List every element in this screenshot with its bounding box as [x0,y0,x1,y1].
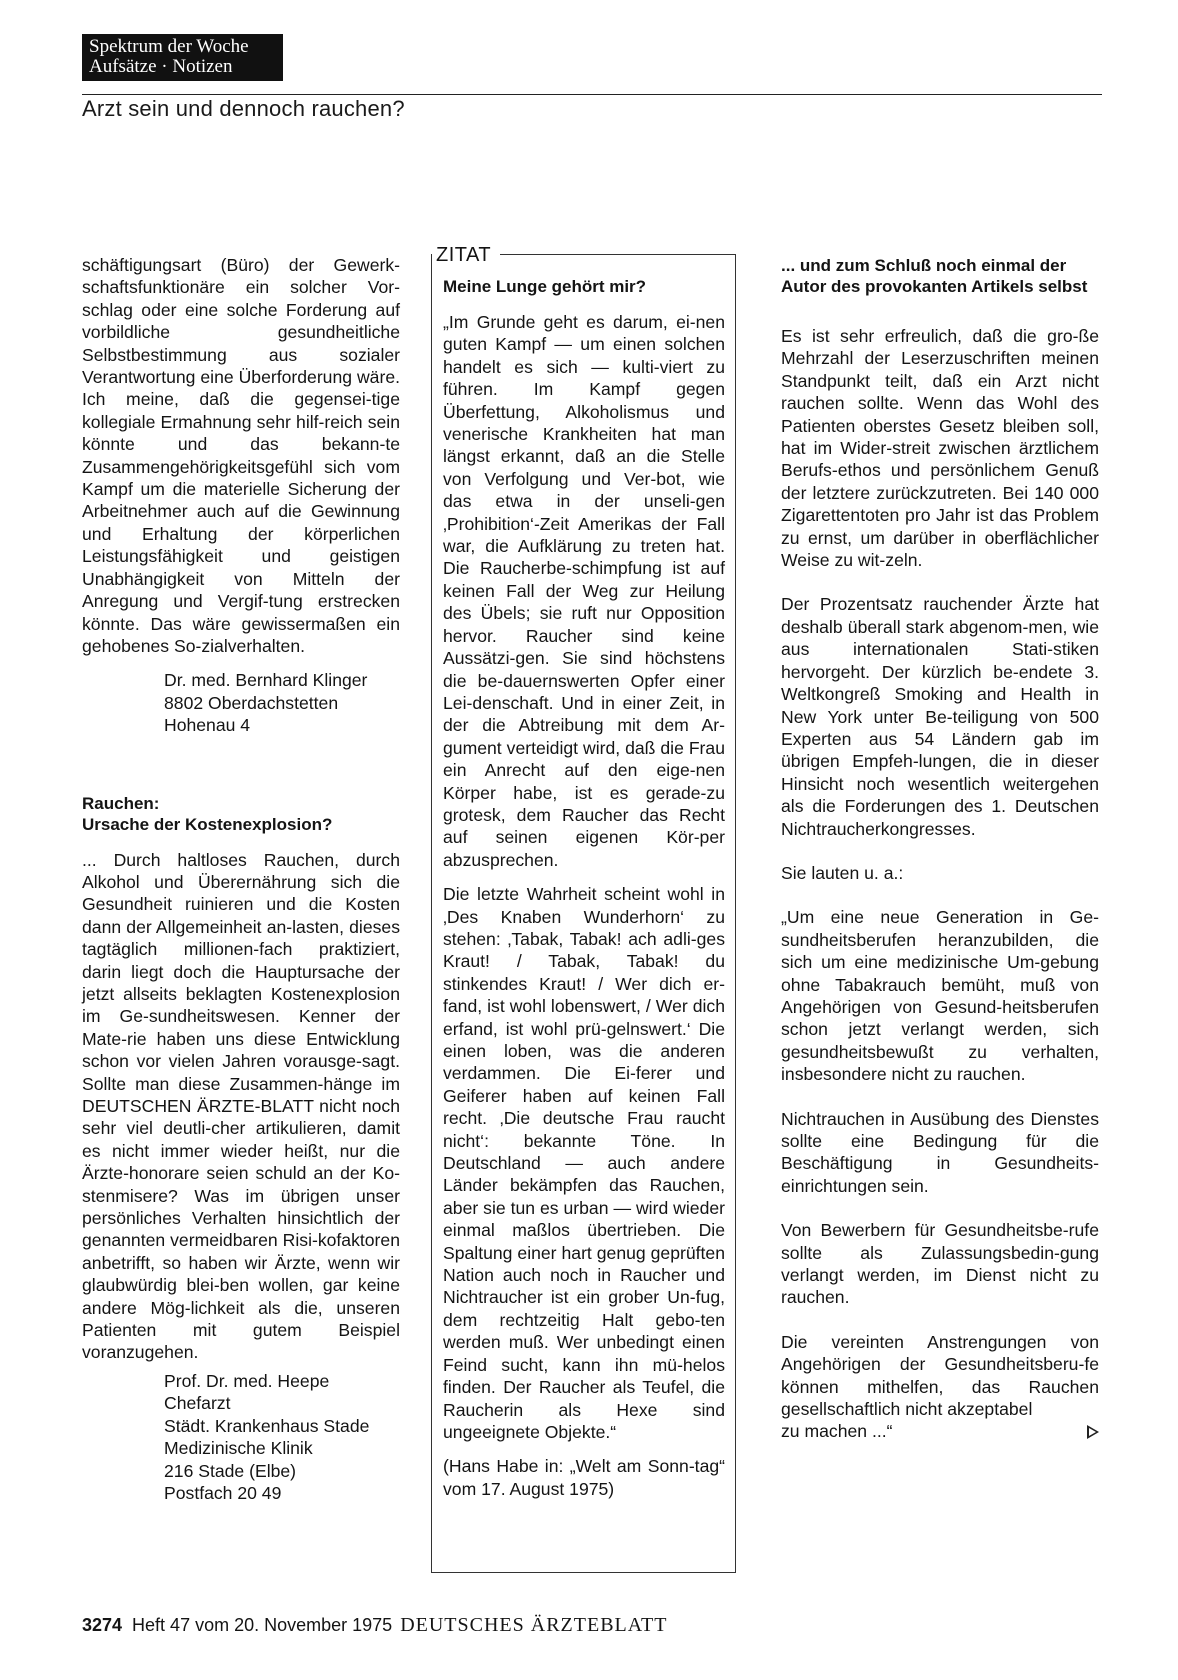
continue-triangle-icon [1087,1425,1099,1439]
section-name: Spektrum der Woche [89,36,249,57]
signature-line: 8802 Oberdachstetten [164,692,339,713]
signature-line: Medizinische Klinik [164,1438,313,1459]
letter-1-body: schäftigungsart (Büro) der Gewerk-schaftsfunktionäre ein solcher Vor-schlag oder eine solche Forderung auf vorbildliche gesundheitliche Selbstbestimmung aus sozialer Verantwortung eine Überforderung wäre. Ich meine, daß die gegensei-tige kollegiale Ermahnung sehr hilf-reich sein könnte und das bekann-te Zusammengehörigkeitsgefühl sich vom Kampf um die materielle Sicherung der Arbeitnehmer auch auf die Gewinnung und Erhaltung der körperlichen Leistungsfähigkeit und geistigen Unabhängigkeit von Mitteln der Anregung und Vergif-tung erstrecken könnte. Das wäre gewissermaßen ein gehobenes So-zialverhalten. [82,255,400,656]
quote-paragraph-1: „Im Grunde geht es darum, ei-nen guten Kampf — um einen solchen handelt es sich — kulti-viert zu führen. Im Kampf gegen Überfettung, Alkoholismus und venerische Krankheiten hat man längst erkannt, daß an die Stelle von Verfolgung und Ver-bot, wie das etwa in der unseli-gen ‚Prohibition‘-Zeit Amerikas der Fall war, die Aufklärung zu treten hat. Die Raucherbe-schimpfung ist auf keinen Fall der Weg zur Heilung des Übels; sie ruft nur Opposition hervor. Raucher sind keine Aussätzi-gen. Sie sind höchstens die be-dauernswerten Opfer einer Lei-denschaft. Und in einer Zeit, in der die Abtreibung mit dem Ar-gument verteidigt wird, daß die Frau ein Anrecht auf den eige-nen Körper habe, ist es gerade-zu grotesk, dem Raucher das Recht auf seinen eigenen Kör-per abzusprechen. [443,312,725,870]
signature-line: Postfach 20 49 [164,1482,282,1503]
author-reply-paragraph: Es ist sehr erfreulich, daß die gro-ße Mehrzahl der Leserzuschriften meinen Standpunkt teilt, daß ein Arzt nicht rauchen sollte. Wenn das Wohl des Patienten oberstes Gesetz bleiben soll, hat im Wider-streit zwischen ärztlichem Berufs-ethos und persönlichem Genuß der letztere zurückzutreten. Bei 140 000 Zigarettentoten pro Jahr ist das Problem zu ernst, um darüber in oberflächlicher Weise zu wit-zeln. [781,326,1099,571]
quote-paragraph-2: Die letzte Wahrheit scheint wohl in ‚Des Knaben Wunderhorn‘ zu stehen: ‚Tabak, Tabak! ach adli-ges Kraut! / Tabak, Tabak! du stinkendes Kraut! / Wer dich er-fand, ist wohl lobenswert, / Wer dich erfand, ist wohl prü-gelnswert.‘ Die einen loben, was die anderen verdammen. Die Ei-ferer und Geiferer haben auf keinen Fall recht. ‚Die deutsche Frau raucht nicht‘: bekannte Töne. In Deutschland — auch andere Länder bekämpfen das Rauchen, aber sie tun es urban — wird wieder einmal maßlos übertrieben. Die Spaltung einer hart genug geprüften Nation auch noch in Raucher und Nichtraucher ist ein grober Un-fug, dem rechtzeitig Halt gebo-ten werden muß. Wer unbedingt einen Feind sucht, kann ihn mü-helos finden. Der Raucher als Teufel, die Raucherin als Hexe sind ungeeignete Objekte.“ [443,884,725,1442]
journal-name: DEUTSCHES ÄRZTEBLATT [400,1614,668,1636]
letter-1-signature [82,669,400,736]
article-title: Arzt sein und dennoch rauchen? [82,96,405,121]
signature-line: 216 Stade (Elbe) [164,1460,297,1481]
heading-line: Ursache der Kostenexplosion? [82,814,333,834]
signature-line: Prof. Dr. med. Heepe [164,1370,330,1391]
quote-box-content [443,276,725,1500]
signature-line: Hohenau 4 [164,715,251,736]
quote-box-top-rule [500,254,736,255]
column-1 [82,254,400,1504]
issue-info: Heft 47 vom 20. November 1975 [132,1615,393,1635]
letter-2-heading [82,793,400,835]
signature-line: Chefarzt [164,1393,231,1414]
section-badge [82,34,283,81]
page-number: 3274 [82,1615,123,1635]
author-reply-heading: ... und zum Schluß noch einmal der Autor des provokanten Artikels selbst [781,256,1088,296]
section-subtitle: Aufsätze · Notizen [89,56,233,77]
recommendation-paragraph: „Um eine neue Generation in Ge-sundheitsberufen heranzubilden, die sich um eine medizinische Um-gebung ohne Tabakrauch bemüht, muß von Angehörigen von Gesund-heitsberufen schon jetzt verlangt werden, sich gesundheitsbewußt zu verhalten, insbesondere nicht zu rauchen. [781,907,1099,1085]
signature-line: Dr. med. Bernhard Klinger [164,670,368,691]
letter-2-body: ... Durch haltloses Rauchen, durch Alkohol und Überernährung sich die Gesundheit ruinieren und die Kosten dann der Allgemeinheit an-lasten, dieses tagtäglich millionen-fach praktiziert, darin liegt doch die Hauptursache der jetzt allseits beklagten Kostenexplosion im Ge-sundheitswesen. Kenner der Mate-rie haben uns diese Entwicklung schon vor vielen Jahren vorausge-sagt. Sollte man diese Zusammen-hänge im DEUTSCHEN ÄRZTE-BLATT nicht noch sehr viel deutli-cher artikulieren, damit es nicht immer wieder heißt, nur die Ärzte-honorare seien schuld an der Ko-stenmisere? Was im übrigen unser persönliches Verhalten hinsichtlich der genannten vermeidbaren Risi-kofaktoren anbetrifft, so haben wir Ärzte, wenn wir glaubwürdig blei-ben wollen, gar keine andere Mög-lichkeit als die, unseren Patienten mit gutem Beispiel voranzugehen. [82,849,400,1363]
header-rule [82,94,1102,95]
closing-text: zu machen ...“ [781,1421,893,1442]
author-reply-paragraph: Sie lauten u. a.: [781,862,904,883]
quote-heading: Meine Lunge gehört mir? [443,277,647,296]
recommendation-paragraph: Nichtrauchen in Ausübung des Dienstes sollte eine Bedingung für die Beschäftigung in Gesundheits-einrichtungen sein. [781,1108,1099,1196]
author-reply-paragraph: Der Prozentsatz rauchender Ärzte hat deshalb überall stark abgenom-men, wie aus internationalen Stati-stiken hervorgeht. Der kürzlich be-endete 3. Weltkongreß Smoking and Health in New York unter Be-teiligung von 500 Experten aus 54 Ländern gab im übrigen Empfeh-lungen, die in dieser Hinsicht noch wesentlich weitergehen als die Forderungen des 1. Deutschen Nichtraucherkongresses. [781,594,1099,839]
page-footer [82,1614,667,1637]
heading-line: Rauchen: [82,793,160,813]
quote-source: (Hans Habe in: „Welt am Sonn-tag“ vom 17. August 1975) [443,1456,725,1499]
recommendation-paragraph: Von Bewerbern für Gesundheitsbe-rufe sollte als Zulassungsbedin-gung verlangt werden, im Dienst nicht zu rauchen. [781,1220,1099,1308]
quote-box-label: ZITAT [436,244,495,267]
signature-line: Städt. Krankenhaus Stade [164,1415,370,1436]
closing-line [781,1420,1099,1442]
letter-2-signature [82,1370,400,1504]
recommendation-paragraph: Die vereinten Anstrengungen von Angehörigen der Gesundheitsberu-fe können mithelfen, das Rauchen gesellschaftlich nicht akzeptabel [781,1331,1099,1420]
column-3 [781,255,1099,1443]
